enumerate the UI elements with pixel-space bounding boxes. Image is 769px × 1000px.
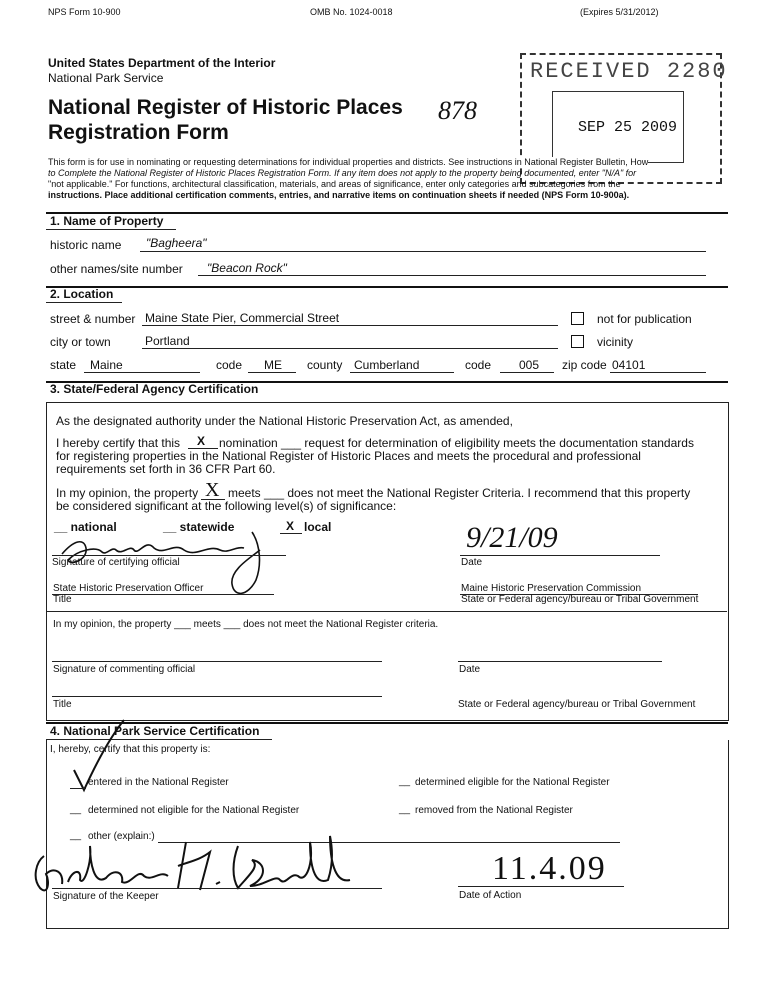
date-of-action-value[interactable]: 11.4.09 xyxy=(492,850,607,887)
state-code-label: code xyxy=(216,358,243,372)
form-number: NPS Form 10-900 xyxy=(48,7,121,17)
state-label: state xyxy=(50,358,77,372)
vicinity-checkbox[interactable] xyxy=(571,335,584,348)
not-eligible-blank[interactable]: __ xyxy=(70,804,82,815)
historic-name-value[interactable]: "Bagheera" xyxy=(146,236,207,250)
opinion-text-start: In my opinion, the property xyxy=(56,486,199,500)
commenting-opinion: In my opinion, the property ___ meets ___ does not meet the National Register criteria. xyxy=(53,619,439,630)
certify-line-2: for registering properties in the National Register of Historic Places and meets the procedural and professional xyxy=(56,449,641,463)
commenting-agency-label: State or Federal agency/bureau or Tribal Government xyxy=(458,699,696,710)
stamp-received-text: RECEIVED 2280 xyxy=(530,59,728,84)
state-value[interactable]: Maine xyxy=(90,358,123,372)
county-label: county xyxy=(307,358,343,372)
opinion-text-end: meets ___ does not meet the National Register Criteria. I recommend that this property xyxy=(228,486,691,500)
statewide-level[interactable]: __ statewide xyxy=(163,520,235,534)
intro-line-2: to Complete the National Register of Historic Places Registration Form. If any item does not apply to the property being documented, enter "N/A" for xyxy=(48,168,637,178)
certify-line-3: requirements set forth in 36 CFR Part 60. xyxy=(56,462,276,476)
form-title: National Register of Historic Places xyxy=(48,96,403,119)
other-blank[interactable]: __ xyxy=(70,830,82,841)
certify-text-end: nomination ___ request for determination of eligibility meets the documentation standards xyxy=(219,436,694,450)
city-label: city or town xyxy=(50,335,111,349)
certifying-signature-label: Signature of certifying official xyxy=(52,557,180,568)
not-for-publication-checkbox[interactable] xyxy=(571,312,584,325)
commenting-title-label: Title xyxy=(53,699,72,710)
zip-value[interactable]: 04101 xyxy=(612,358,646,372)
national-level[interactable]: __ national xyxy=(54,520,117,534)
intro-line-1: This form is for use in nominating or requesting determinations for individual properties and districts. See instructions in National Register Bulletin, How xyxy=(48,157,649,167)
entered-option[interactable]: entered in the National Register xyxy=(88,777,229,788)
city-value[interactable]: Portland xyxy=(145,334,190,348)
not-for-publication-label: not for publication xyxy=(597,312,692,326)
date-of-action-label: Date of Action xyxy=(459,890,522,901)
certify-text-start: I hereby certify that this xyxy=(56,436,181,450)
nomination-mark[interactable]: X xyxy=(197,434,206,448)
vicinity-label: vicinity xyxy=(597,335,634,349)
local-level-mark[interactable]: X xyxy=(286,519,295,533)
commenting-date-label: Date xyxy=(459,664,481,675)
local-level: local xyxy=(304,520,332,534)
service-name: National Park Service xyxy=(48,71,164,85)
commenting-signature-label: Signature of commenting official xyxy=(53,664,196,675)
stamp-date: SEP 25 2009 xyxy=(578,119,678,136)
zip-label: zip code xyxy=(562,358,607,372)
keeper-signature-label: Signature of the Keeper xyxy=(53,891,159,902)
omb-number: OMB No. 1024-0018 xyxy=(310,7,393,17)
certification-date-label: Date xyxy=(461,557,483,568)
removed-option[interactable]: removed from the National Register xyxy=(415,805,573,816)
intro-line-4: instructions. Place additional certification comments, entries, and narrative items on continuation sheets if needed (NPS Form 10-900a). xyxy=(48,190,630,200)
county-code-label: code xyxy=(465,358,492,372)
other-names-label: other names/site number xyxy=(50,262,183,276)
intro-line-3: "not applicable." For functions, architectural classification, materials, and areas of significance, enter only categories and subcategories from the xyxy=(48,179,621,189)
other-names-value[interactable]: "Beacon Rock" xyxy=(207,261,287,275)
street-value[interactable]: Maine State Pier, Commercial Street xyxy=(145,311,340,325)
nps-certify-statement: I, hereby, certify that this property is: xyxy=(50,744,211,755)
not-eligible-option[interactable]: determined not eligible for the National Register xyxy=(88,805,300,816)
agency-label: State or Federal agency/bureau or Tribal Government xyxy=(461,594,699,605)
section-1-heading: 1. Name of Property xyxy=(50,214,164,228)
other-option[interactable]: other (explain:) xyxy=(88,831,155,842)
form-subtitle: Registration Form xyxy=(48,121,229,144)
department-name: United States Department of the Interior xyxy=(48,56,276,70)
determined-eligible-blank[interactable]: __ xyxy=(399,776,411,787)
handwritten-reference-number: 878 xyxy=(438,96,477,125)
expiration-date: (Expires 5/31/2012) xyxy=(580,7,659,17)
determined-eligible-option[interactable]: determined eligible for the National Register xyxy=(415,777,610,788)
county-value[interactable]: Cumberland xyxy=(354,358,420,372)
section-3-heading: 3. State/Federal Agency Certification xyxy=(50,382,259,396)
certification-date[interactable]: 9/21/09 xyxy=(466,521,558,554)
section-4-heading: 4. National Park Service Certification xyxy=(50,724,260,738)
official-title-value[interactable]: State Historic Preservation Officer xyxy=(53,583,204,594)
opinion-line-2: be considered significant at the following level(s) of significance: xyxy=(56,499,397,513)
removed-blank[interactable]: __ xyxy=(399,804,411,815)
historic-name-label: historic name xyxy=(50,238,122,252)
meets-criteria-mark[interactable]: X xyxy=(205,479,220,501)
county-code-value[interactable]: 005 xyxy=(519,358,540,372)
official-title-label: Title xyxy=(53,594,72,605)
section-2-heading: 2. Location xyxy=(50,287,114,301)
street-label: street & number xyxy=(50,312,136,326)
authority-statement: As the designated authority under the National Historic Preservation Act, as amended, xyxy=(56,414,513,428)
state-code-value[interactable]: ME xyxy=(264,358,282,372)
agency-value[interactable]: Maine Historic Preservation Commission xyxy=(461,583,642,594)
